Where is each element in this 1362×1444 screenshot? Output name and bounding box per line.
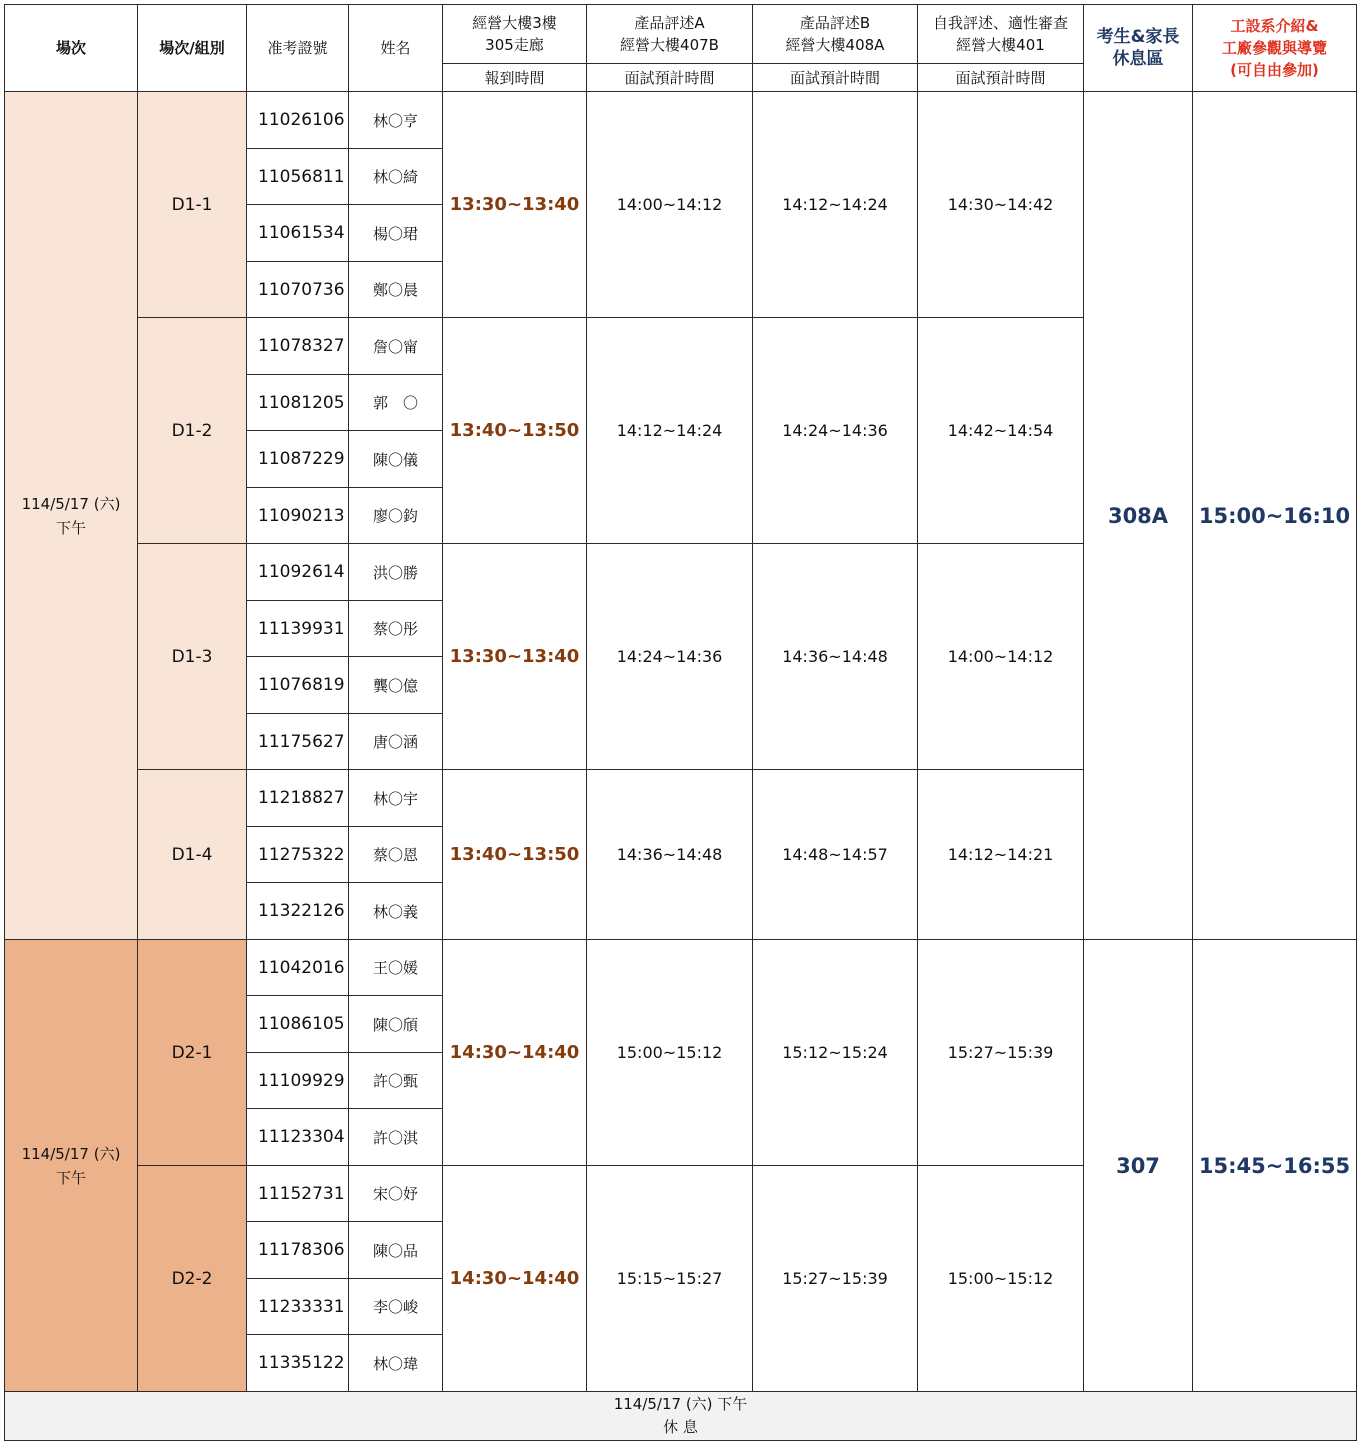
student-name: 唐〇涵 (349, 714, 443, 770)
header-checkin-time: 報到時間 (443, 64, 587, 92)
header-rest-area (1084, 5, 1193, 92)
exam-number: 11233331 (247, 1279, 349, 1335)
eval-a-time: 14:24~14:36 (587, 544, 753, 770)
exam-number: 11081205 (247, 375, 349, 431)
tour-line2: 工廠參觀與導覽 (1221, 39, 1327, 57)
student-name: 陳〇儀 (349, 431, 443, 488)
group-id: D1-2 (138, 318, 247, 544)
eval-b-time: 15:27~15:39 (753, 1166, 918, 1392)
session-period: 下午 (55, 1168, 86, 1187)
eval-b-time: 14:24~14:36 (753, 318, 918, 544)
header-self-review (918, 5, 1084, 64)
student-name: 蔡〇恩 (349, 827, 443, 883)
footer-row (5, 1392, 1357, 1441)
self-line2: 經營大樓401 (956, 36, 1045, 54)
exam-number: 11078327 (247, 318, 349, 375)
eval-a-time: 15:00~15:12 (587, 940, 753, 1166)
header-checkin-location (443, 5, 587, 64)
rest-room: 308A (1084, 92, 1193, 940)
student-name: 林〇亨 (349, 92, 443, 149)
header-eval-b (753, 5, 918, 64)
footer-line2: 休 息 (663, 1418, 698, 1436)
exam-number: 11090213 (247, 488, 349, 544)
tour-line3: (可自由參加) (1230, 61, 1319, 79)
exam-number: 11275322 (247, 827, 349, 883)
student-name: 林〇瑋 (349, 1335, 443, 1392)
eval-a-line2: 經營大樓407B (620, 36, 719, 54)
checkin-loc-line2: 305走廊 (485, 36, 544, 54)
student-name: 林〇義 (349, 883, 443, 940)
eval-a-line1: 產品評述A (634, 14, 705, 32)
checkin-time: 14:30~14:40 (443, 940, 587, 1166)
group-id: D1-3 (138, 544, 247, 770)
student-name: 郭 〇 (349, 375, 443, 431)
eval-b-time: 14:12~14:24 (753, 92, 918, 318)
session-date: 114/5/17 (六) (21, 1144, 121, 1163)
eval-b-time: 14:36~14:48 (753, 544, 918, 770)
header-interview-time-b: 面試預計時間 (753, 64, 918, 92)
checkin-time: 14:30~14:40 (443, 1166, 587, 1392)
student-name: 許〇淇 (349, 1109, 443, 1166)
table-row (5, 940, 1357, 996)
eval-a-time: 14:12~14:24 (587, 318, 753, 544)
rest-line2: 休息區 (1112, 49, 1164, 69)
exam-number: 11092614 (247, 544, 349, 601)
self-review-time: 14:00~14:12 (918, 544, 1084, 770)
header-row-1 (5, 5, 1357, 64)
student-name: 鄭〇晨 (349, 262, 443, 318)
student-name: 陳〇頎 (349, 996, 443, 1053)
checkin-time: 13:40~13:50 (443, 770, 587, 940)
session-date: 114/5/17 (六) (21, 494, 121, 513)
checkin-loc-line1: 經營大樓3樓 (472, 14, 557, 32)
checkin-time: 13:30~13:40 (443, 544, 587, 770)
footer-line1: 114/5/17 (六) 下午 (613, 1395, 748, 1413)
exam-number: 11178306 (247, 1222, 349, 1279)
eval-b-line2: 經營大樓408A (785, 36, 885, 54)
student-name: 王〇媛 (349, 940, 443, 996)
exam-number: 11152731 (247, 1166, 349, 1222)
self-review-time: 14:12~14:21 (918, 770, 1084, 940)
header-exam-no: 准考證號 (247, 5, 349, 92)
exam-number: 11139931 (247, 601, 349, 657)
exam-number: 11123304 (247, 1109, 349, 1166)
table-row (5, 92, 1357, 149)
session-cell (5, 940, 138, 1392)
group-id: D1-1 (138, 92, 247, 318)
student-name: 楊〇珺 (349, 205, 443, 262)
self-review-time: 15:00~15:12 (918, 1166, 1084, 1392)
self-line1: 自我評述、適性審查 (932, 14, 1068, 32)
schedule-body (5, 92, 1357, 1441)
student-name: 蔡〇彤 (349, 601, 443, 657)
header-tour (1193, 5, 1357, 92)
eval-a-time: 14:36~14:48 (587, 770, 753, 940)
exam-number: 11076819 (247, 657, 349, 714)
header-group: 場次/組別 (138, 5, 247, 92)
eval-a-time: 14:00~14:12 (587, 92, 753, 318)
student-name: 廖〇鈞 (349, 488, 443, 544)
header-session: 場次 (5, 5, 138, 92)
group-id: D1-4 (138, 770, 247, 940)
tour-time: 15:45~16:55 (1193, 940, 1357, 1392)
group-id: D2-1 (138, 940, 247, 1166)
student-name: 李〇峻 (349, 1279, 443, 1335)
self-review-time: 14:42~14:54 (918, 318, 1084, 544)
student-name: 洪〇勝 (349, 544, 443, 601)
self-review-time: 14:30~14:42 (918, 92, 1084, 318)
exam-number: 11061534 (247, 205, 349, 262)
exam-number: 11175627 (247, 714, 349, 770)
header-interview-time-a: 面試預計時間 (587, 64, 753, 92)
checkin-time: 13:30~13:40 (443, 92, 587, 318)
student-name: 龔〇億 (349, 657, 443, 714)
schedule-sheet (4, 4, 1357, 1441)
group-id: D2-2 (138, 1166, 247, 1392)
exam-number: 11070736 (247, 262, 349, 318)
student-name: 許〇甄 (349, 1053, 443, 1109)
exam-number: 11026106 (247, 92, 349, 149)
eval-a-time: 15:15~15:27 (587, 1166, 753, 1392)
exam-number: 11322126 (247, 883, 349, 940)
rest-room: 307 (1084, 940, 1193, 1392)
student-name: 宋〇妤 (349, 1166, 443, 1222)
eval-b-time: 14:48~14:57 (753, 770, 918, 940)
checkin-time: 13:40~13:50 (443, 318, 587, 544)
exam-number: 11109929 (247, 1053, 349, 1109)
self-review-time: 15:27~15:39 (918, 940, 1084, 1166)
exam-number: 11056811 (247, 149, 349, 205)
exam-number: 11335122 (247, 1335, 349, 1392)
rest-footer (5, 1392, 1357, 1441)
student-name: 林〇綺 (349, 149, 443, 205)
student-name: 陳〇品 (349, 1222, 443, 1279)
header-interview-time-self: 面試預計時間 (918, 64, 1084, 92)
tour-line1: 工設系介紹& (1230, 17, 1319, 35)
student-name: 林〇宇 (349, 770, 443, 827)
exam-number: 11087229 (247, 431, 349, 488)
tour-time: 15:00~16:10 (1193, 92, 1357, 940)
interview-schedule-table (4, 4, 1357, 1441)
exam-number: 11218827 (247, 770, 349, 827)
exam-number: 11086105 (247, 996, 349, 1053)
rest-line1: 考生&家長 (1096, 27, 1180, 47)
session-cell (5, 92, 138, 940)
eval-b-time: 15:12~15:24 (753, 940, 918, 1166)
header-eval-a (587, 5, 753, 64)
eval-b-line1: 產品評述B (799, 14, 871, 32)
header-name: 姓名 (349, 5, 443, 92)
session-period: 下午 (55, 518, 86, 537)
student-name: 詹〇甯 (349, 318, 443, 375)
exam-number: 11042016 (247, 940, 349, 996)
